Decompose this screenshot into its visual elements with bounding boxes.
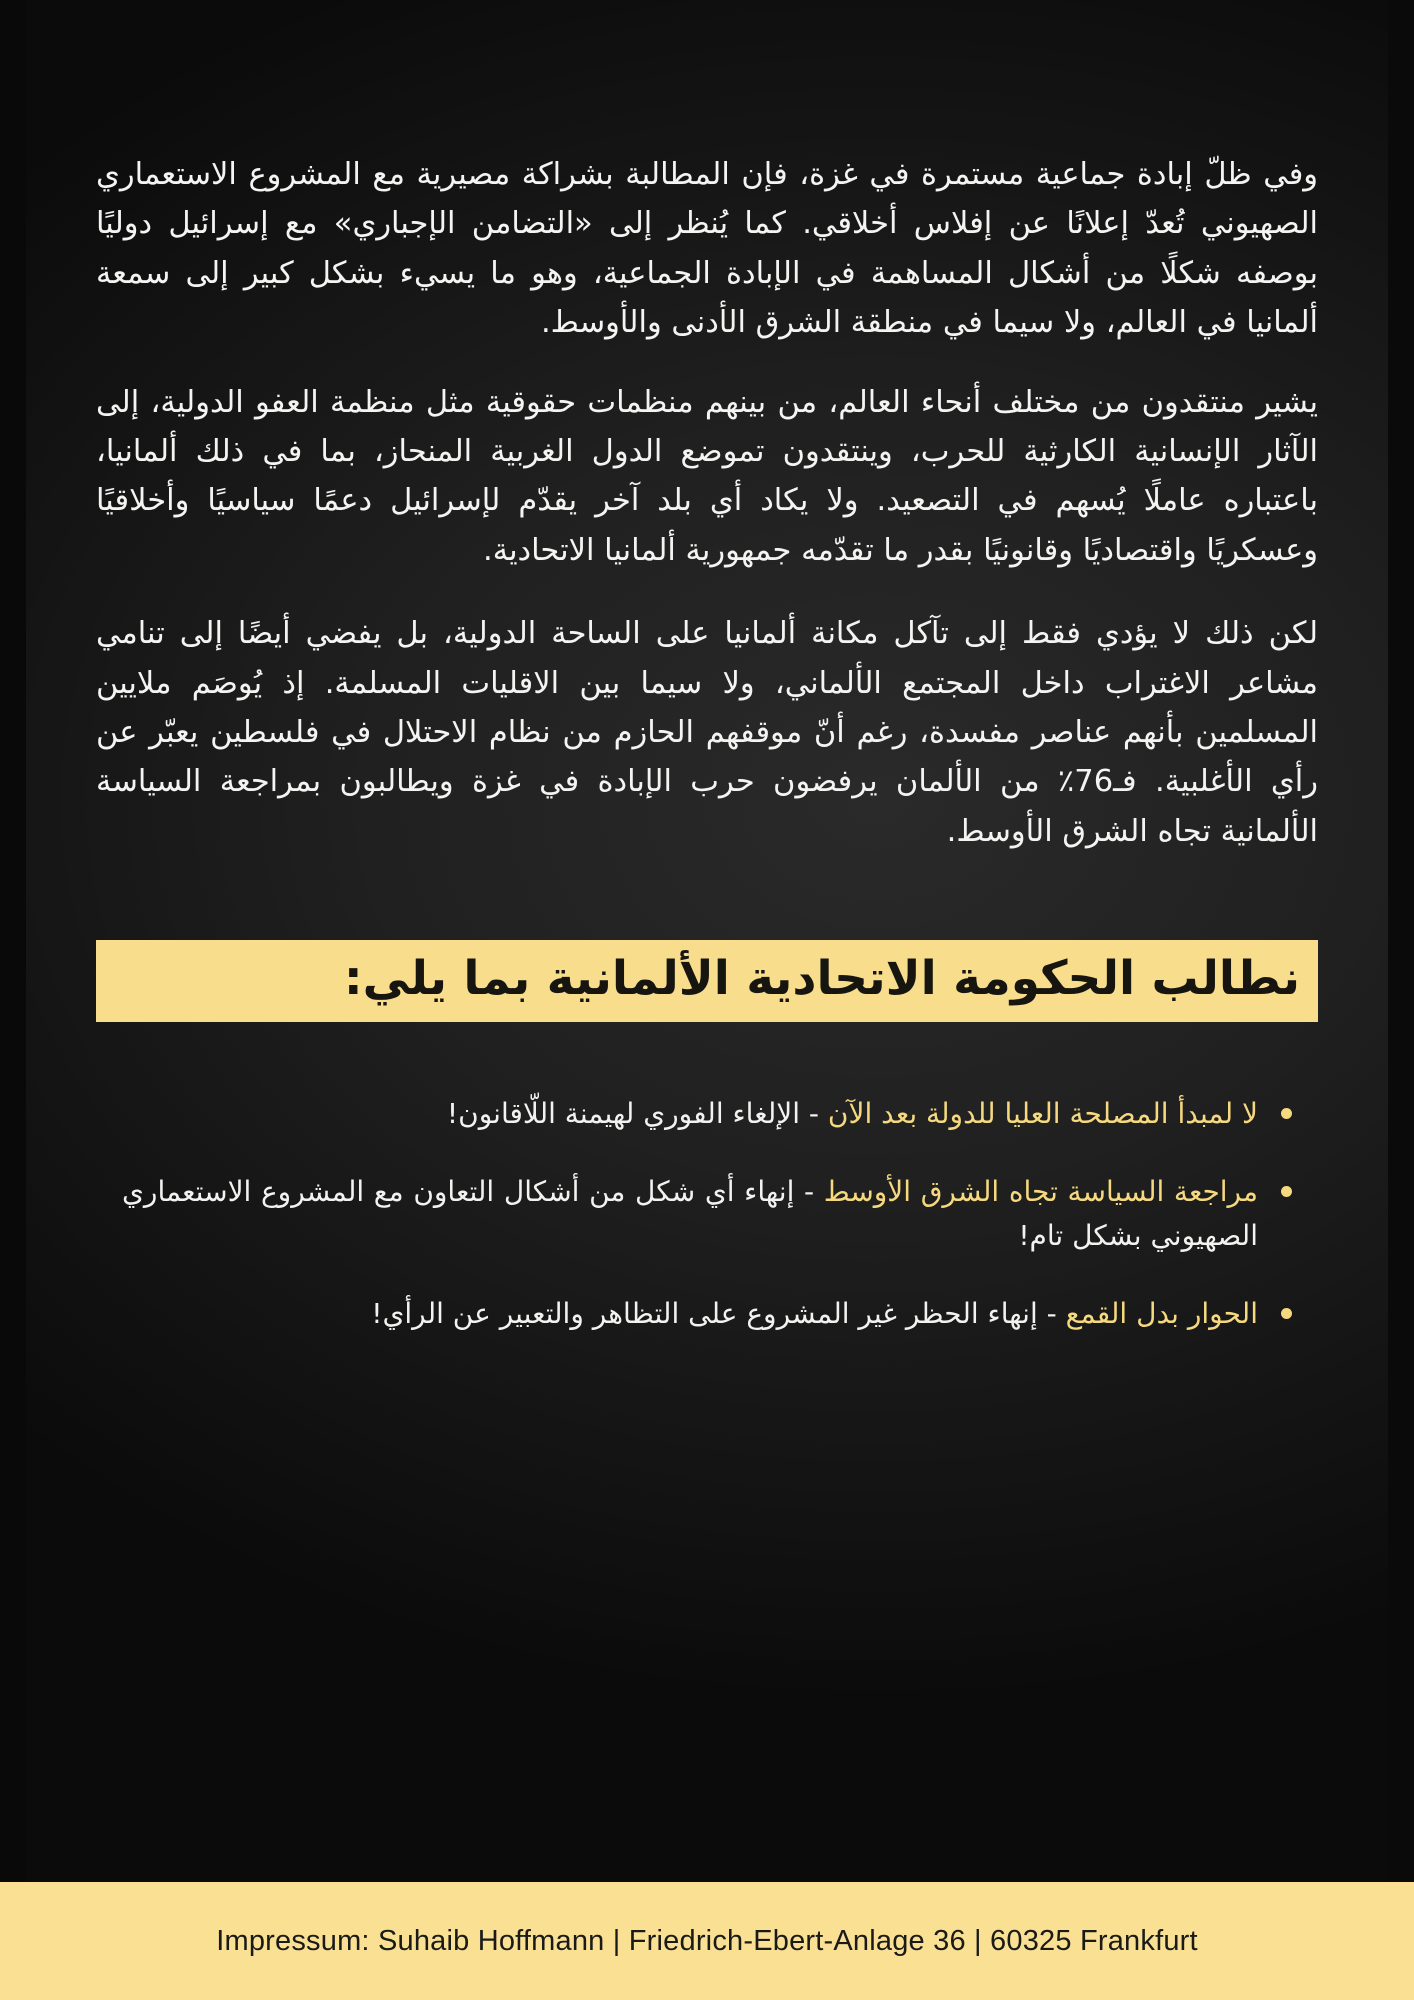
bullet-icon — [1281, 1308, 1292, 1319]
demand-accent-phrase: مراجعة السياسة تجاه الشرق الأوسط — [823, 1174, 1258, 1208]
demand-accent-phrase: لا لمبدأ المصلحة العليا للدولة بعد الآن — [827, 1096, 1258, 1130]
bullet-icon — [1281, 1108, 1292, 1119]
list-item — [122, 1092, 1292, 1136]
demand-accent-phrase: الحوار بدل القمع — [1065, 1297, 1258, 1331]
demands-list — [96, 1092, 1318, 1337]
body-paragraph-3: لكن ذلك لا يؤدي فقط إلى تآكل مكانة ألمانيا على الساحة الدولية، بل يفضي أيضًا إلى تنامي مشاعر الاغتراب داخل المجتمع الألماني، ولا سيما بين الاقليات المسلمة. إذ يُوصَم ملايين المسلمين بأنهم عناصر مفسدة، رغم أنّ موقفهم الحازم من نظام الاحتلال في فلسطين يعبّر عن رأي الأغلبية. فـ76٪ من الألمان يرفضون حرب الإبادة في غزة ويطالبون بمراجعة السياسة الألمانية تجاه الشرق الأوسط. — [96, 616, 1319, 849]
body-paragraph-2: يشير منتقدون من مختلف أنحاء العالم، من بينهم منظمات حقوقية مثل منظمة العفو الدولية، إلى الآثار الإنسانية الكارثية للحرب، وينتقدون تموضع الدول الغربية المنحاز، بما في ذلك ألمانيا، باعتباره عاملًا يُسهم في التصعيد. ولا يكاد أي بلد آخر يقدّم لإسرائيل دعمًا سياسيًا وأخلاقيًا وعسكريًا واقتصاديًا وقانونيًا بقدر ما تقدّمه جمهورية ألمانيا الاتحادية. — [96, 384, 1318, 568]
demands-headline-wrapper — [96, 940, 1318, 1021]
bullet-icon — [1281, 1186, 1292, 1197]
list-item — [122, 1170, 1292, 1258]
demand-rest-text: - إنهاء أي شكل من أشكال التعاون مع المشروع الاستعماري الصهيوني بشكل تام! — [122, 1174, 1258, 1253]
demands-headline: نطالب الحكومة الاتحادية الألمانية بما يلي: — [96, 940, 1318, 1021]
demand-rest-text: - إنهاء الحظر غير المشروع على التظاهر والتعبير عن الرأي! — [371, 1297, 1066, 1331]
demand-rest-text: - الإلغاء الفوري لهيمنة اللّاقانون! — [446, 1096, 828, 1130]
body-paragraph-1: وفي ظلّ إبادة جماعية مستمرة في غزة، فإن المطالبة بشراكة مصيرية مع المشروع الاستعماري الصهيوني تُعدّ إعلانًا عن إفلاس أخلاقي. كما يُنظر إلى «التضامن الإجباري» مع إسرائيل دوليًا بوصفه شكلًا من أشكال المساهمة في الإبادة الجماعية، وهو ما يسيء بشكل كبير إلى سمعة ألمانيا في العالم، ولا سيما في منطقة الشرق الأدنى والأوسط. — [96, 157, 1318, 341]
list-item — [122, 1292, 1292, 1336]
imprint-text: Impressum: Suhaib Hoffmann | Friedrich-Ebert-Anlage 36 | 60325 Frankfurt — [216, 1924, 1198, 1957]
footer-band — [0, 1882, 1414, 2000]
